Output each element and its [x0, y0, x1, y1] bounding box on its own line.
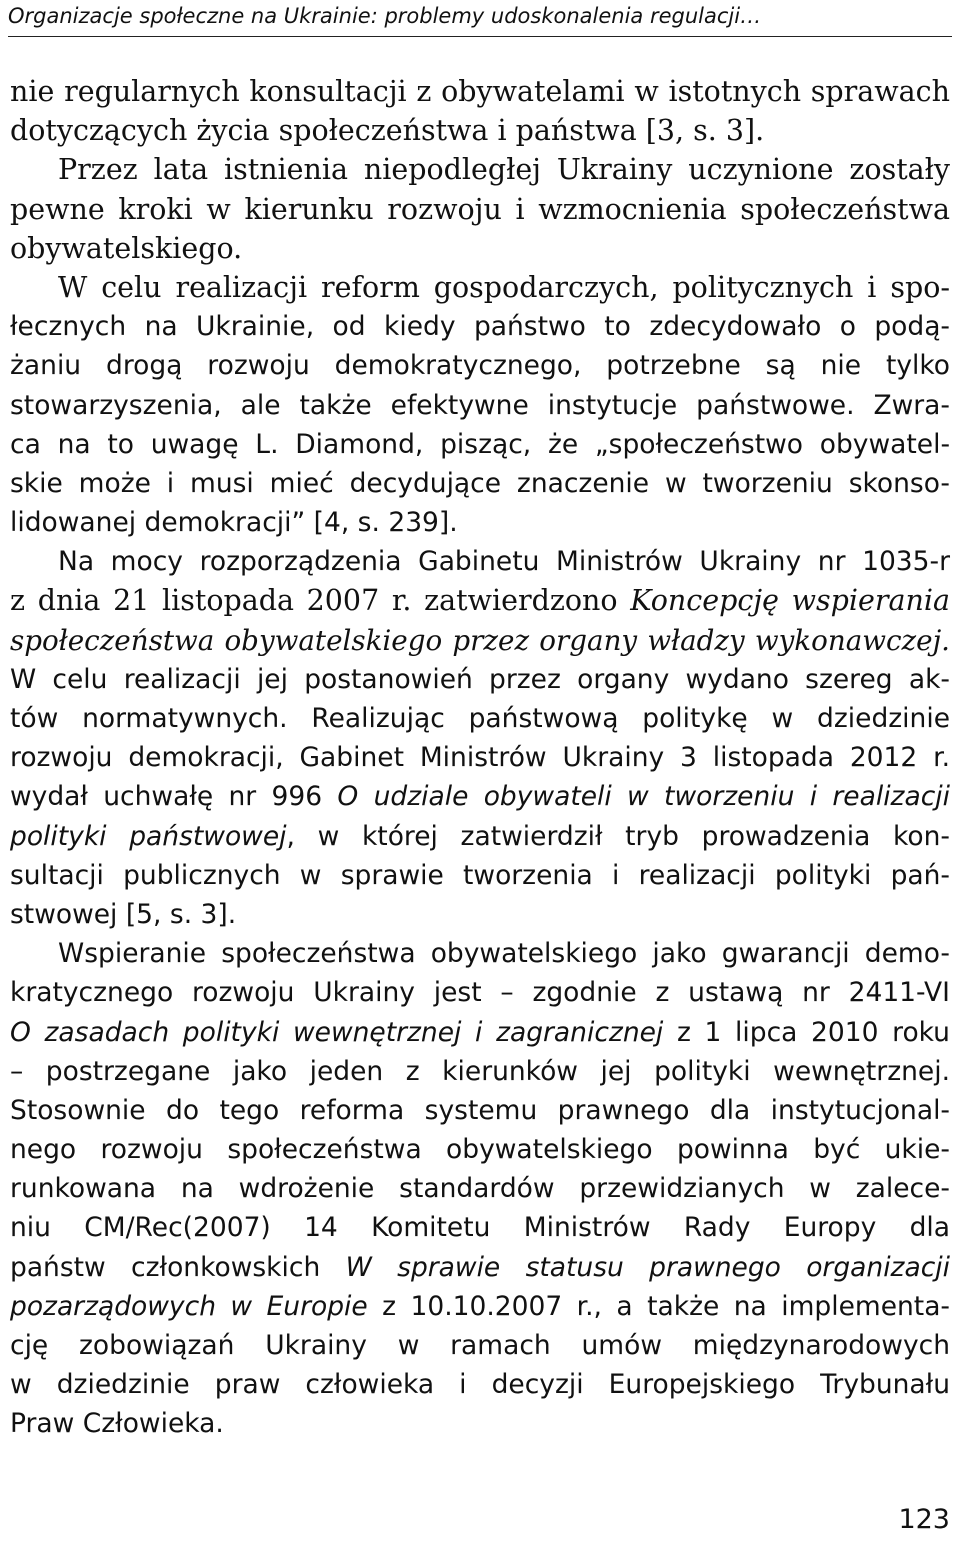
text-line: niu CM/Rec(2007) 14 Komitetu Ministrów Rady Europy dla — [10, 1212, 950, 1244]
text-line: Stosownie do tego reforma systemu prawnego dla instytucjonal- — [10, 1094, 950, 1126]
text-line: Wspieranie społeczeństwa obywatelskiego jako gwarancji demo- — [58, 938, 950, 970]
text-line: stwowej [5, s. 3]. — [10, 898, 237, 930]
text-run: z dnia 21 listopada 2007 r. zatwierdzono — [10, 584, 631, 618]
italic-title-run: O udziale obywateli w tworzeniu i realizacji — [337, 781, 950, 813]
text-line — [10, 1248, 950, 1287]
text-line: społeczeństwa obywatelskiego przez organy władzy wykonawczej. — [10, 623, 950, 657]
text-line: runkowana na wdrożenie standardów przewidzianych w zalece- — [10, 1173, 950, 1205]
text-run: państw członkowskich — [10, 1251, 346, 1283]
text-line: Na mocy rozporządzenia Gabinetu Ministrów Ukrainy nr 1035-r — [58, 546, 950, 578]
text-run: z 1 lipca 2010 roku — [663, 1016, 950, 1048]
text-line: Praw Człowieka. — [10, 1408, 224, 1440]
text-line: łecznych na Ukrainie, od kiedy państwo to zdecydowało o podą- — [10, 311, 950, 343]
text-line — [10, 1287, 950, 1326]
text-line: żaniu drogą rozwoju demokratycznego, potrzebne są nie tylko — [10, 350, 950, 382]
italic-title-run: polityki państwowej — [10, 820, 287, 852]
text-line: sultacji publicznych w sprawie tworzenia i realizacji polityki pań- — [10, 859, 950, 891]
text-line: W celu realizacji jej postanowień przez organy wydano szereg ak- — [10, 663, 950, 695]
text-line: nie regularnych konsultacji z obywatelami w istotnych sprawach — [10, 75, 950, 108]
text-line: kratycznego rozwoju Ukrainy jest – zgodnie z ustawą nr 2411-VI — [10, 977, 950, 1009]
text-line: – postrzegane jako jeden z kierunków jej polityki wewnętrznej. — [10, 1055, 950, 1087]
text-line: skie może i musi mieć decydujące znaczenie w tworzeniu skonso- — [10, 467, 950, 499]
text-line — [10, 777, 950, 816]
text-line: w dziedzinie praw człowieka i decyzji Europejskiego Trybunału — [10, 1369, 950, 1401]
text-line: tów normatywnych. Realizując państwową politykę w dziedzinie — [10, 703, 950, 734]
text-line: stowarzyszenia, ale także efektywne instytucje państwowe. Zwra- — [10, 389, 950, 421]
text-line — [10, 817, 950, 856]
text-line — [10, 1013, 950, 1052]
running-header-title: Organizacje społeczne na Ukrainie: problemy udoskonalenia regulacji… — [8, 4, 762, 28]
text-line: rozwoju demokracji, Gabinet Ministrów Ukrainy 3 listopada 2012 r. — [10, 742, 950, 774]
text-line: obywatelskiego. — [10, 231, 243, 265]
text-run: , w której zatwierdził tryb prowadzenia kon- — [286, 820, 950, 852]
text-run: z 10.10.2007 r., a także na implementa- — [367, 1290, 950, 1322]
text-line: Przez lata istnienia niepodległej Ukrainy uczynione zostały — [58, 153, 950, 187]
text-line — [10, 581, 950, 620]
text-line: pewne kroki w kierunku rozwoju i wzmocnienia społeczeństwa — [10, 192, 950, 226]
text-line: cję zobowiązań Ukrainy w ramach umów międzynarodowych — [10, 1330, 950, 1361]
text-line: lidowanej demokracji” [4, s. 239]. — [10, 507, 458, 539]
italic-title-run: pozarządowych w Europie — [10, 1290, 368, 1322]
italic-title-run: Koncepcję wspierania — [630, 584, 950, 618]
text-line: W celu realizacji reform gospodarczych, politycznych i spo- — [58, 270, 950, 304]
text-run: wydał uchwałę nr 996 — [10, 781, 338, 813]
page-number: 123 — [898, 1504, 950, 1535]
text-line: nego rozwoju społeczeństwa obywatelskiego powinna być ukie- — [10, 1134, 950, 1166]
document-body — [10, 72, 950, 1444]
italic-title-run: O zasadach polityki wewnętrznej i zagranicznej — [10, 1016, 664, 1048]
text-line: ca na to uwagę L. Diamond, pisząc, że „społeczeństwo obywatel- — [10, 428, 950, 460]
italic-title-run: W sprawie statusu prawnego organizacji — [345, 1251, 950, 1283]
running-header — [8, 2, 952, 37]
text-line: dotyczących życia społeczeństwa i państwa [3, s. 3]. — [10, 114, 765, 148]
